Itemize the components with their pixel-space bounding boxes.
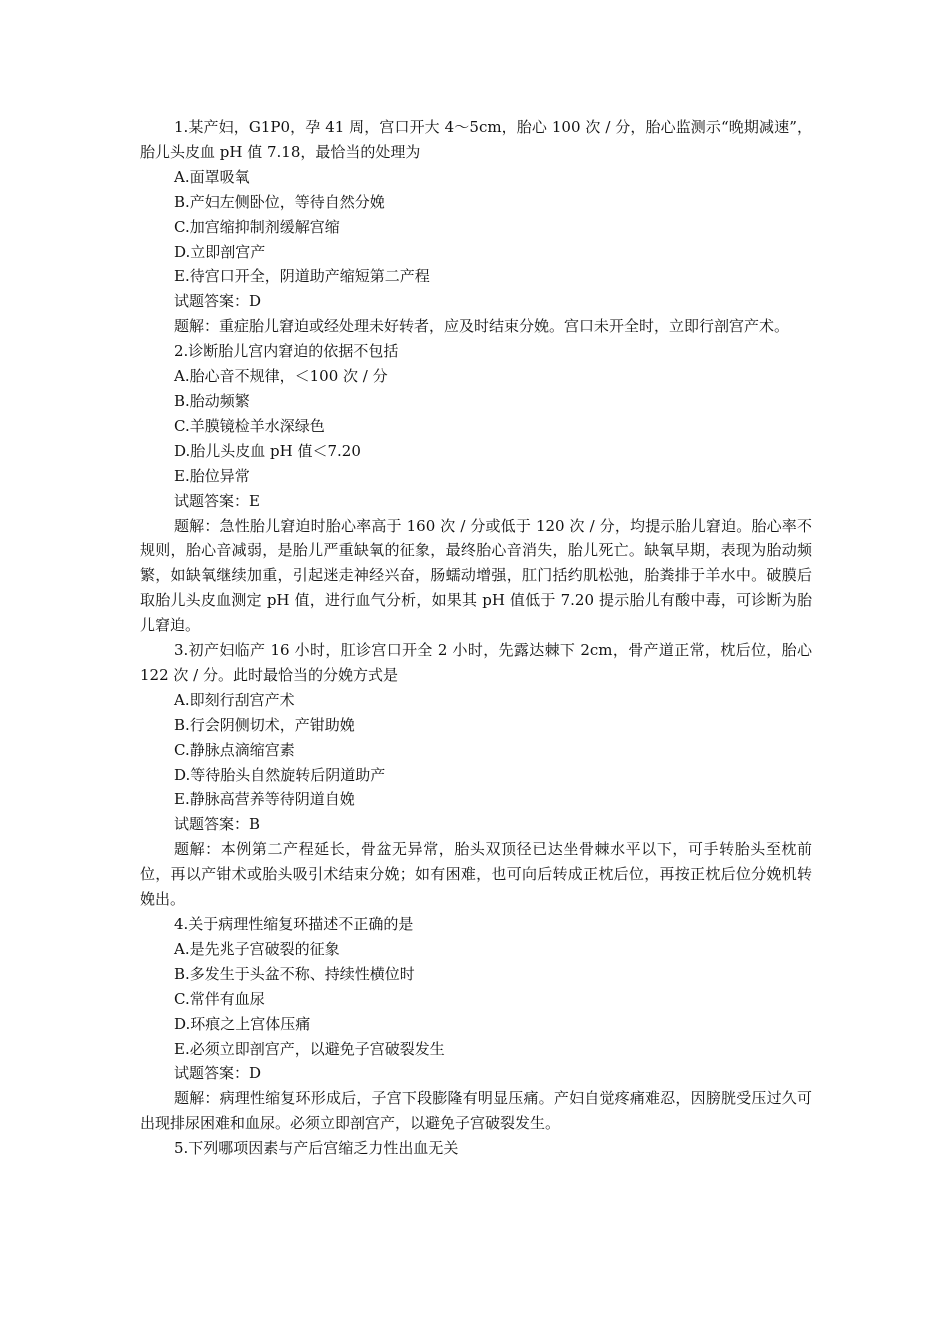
q1-option-b: B.产妇左侧卧位，等待自然分娩: [174, 192, 385, 211]
q3-stem: 3.初产妇临产 16 小时，肛诊宫口开全 2 小时，先露达棘下 2cm，骨产道正常，枕后位，胎心 122 次 / 分。此时最恰当的分娩方式是: [140, 641, 812, 684]
q3-answer: 试题答案：B: [174, 815, 261, 834]
q1-stem: 1.某产妇，G1P0，孕 41 周，宫口开大 4～5cm，胎心 100 次 / 分，胎心监测示“晚期减速”，胎儿头皮血 pH 值 7.18，最恰当的处理为: [140, 118, 812, 161]
q4-option-a: A.是先兆子宫破裂的征象: [174, 939, 340, 958]
q1-option-a: A.面罩吸氧: [174, 167, 250, 186]
q2-option-b: B.胎动频繁: [174, 391, 250, 410]
q3-explanation: 题解：本例第二产程延长，骨盆无异常，胎头双顶径已达坐骨棘水平以下，可手转胎头至枕前位，再以产钳术或胎头吸引术结束分娩；如有困难，也可向后转成正枕后位，再按正枕后位分娩机转娩出。: [140, 840, 812, 909]
q2-option-c: C.羊膜镜检羊水深绿色: [174, 416, 325, 435]
q4-option-c: C.常伴有血尿: [174, 989, 265, 1008]
q1-answer: 试题答案：D: [174, 292, 262, 311]
q2-stem: 2.诊断胎儿宫内窘迫的依据不包括: [174, 342, 399, 361]
q1-option-d: D.立即剖宫产: [174, 242, 266, 261]
q2-option-d: D.胎儿头皮血 pH 值＜7.20: [174, 441, 361, 460]
q5-stem: 5.下列哪项因素与产后宫缩乏力性出血无关: [174, 1139, 459, 1158]
q2-explanation: 题解：急性胎儿窘迫时胎心率高于 160 次 / 分或低于 120 次 / 分，均提示胎儿窘迫。胎心率不规则，胎心音减弱，是胎儿严重缺氧的征象，最终胎心音消失，胎儿死亡。缺氧早期，表现为胎动频繁，如缺氧继续加重，引起迷走神经兴奋，肠蠕动增强，肛门括约肌松弛，胎粪排于羊水中。破膜后取胎儿头皮血测定 pH 值，进行血气分析，如果其 pH 值低于 7.20 提示胎儿有酸中毒，可诊断为胎儿窘迫。: [140, 516, 812, 635]
q2-answer: 试题答案：E: [174, 491, 260, 510]
q4-explanation: 题解：病理性缩复环形成后，子宫下段膨隆有明显压痛。产妇自觉疼痛难忍，因膀胱受压过久可出现排尿困难和血尿。必须立即剖宫产，以避免子宫破裂发生。: [140, 1089, 812, 1133]
q4-option-d: D.环痕之上宫体压痛: [174, 1014, 311, 1033]
q4-stem: 4.关于病理性缩复环描述不正确的是: [174, 915, 414, 933]
q3-option-c: C.静脉点滴缩宫素: [174, 740, 295, 759]
q3-option-e: E.静脉高营养等待阴道自娩: [174, 790, 355, 809]
q3-option-b: B.行会阴侧切术，产钳助娩: [174, 715, 355, 734]
q2-option-e: E.胎位异常: [174, 466, 250, 485]
q4-answer: 试题答案：D: [174, 1064, 262, 1083]
q1-explanation: 题解：重症胎儿窘迫或经处理未好转者，应及时结束分娩。宫口未开全时，立即行剖宫产术。: [174, 317, 790, 336]
q2-option-a: A.胎心音不规律，＜100 次 / 分: [174, 367, 388, 386]
q1-option-c: C.加宫缩抑制剂缓解宫缩: [174, 217, 340, 236]
document-page: [140, 115, 812, 1161]
q4-option-e: E.必须立即剖宫产，以避免子宫破裂发生: [174, 1039, 445, 1058]
q1-option-e: E.待宫口开全，阴道助产缩短第二产程: [174, 267, 430, 286]
q3-option-d: D.等待胎头自然旋转后阴道助产: [174, 765, 386, 784]
q3-option-a: A.即刻行刮宫产术: [174, 690, 295, 709]
q4-option-b: B.多发生于头盆不称、持续性横位时: [174, 964, 415, 983]
